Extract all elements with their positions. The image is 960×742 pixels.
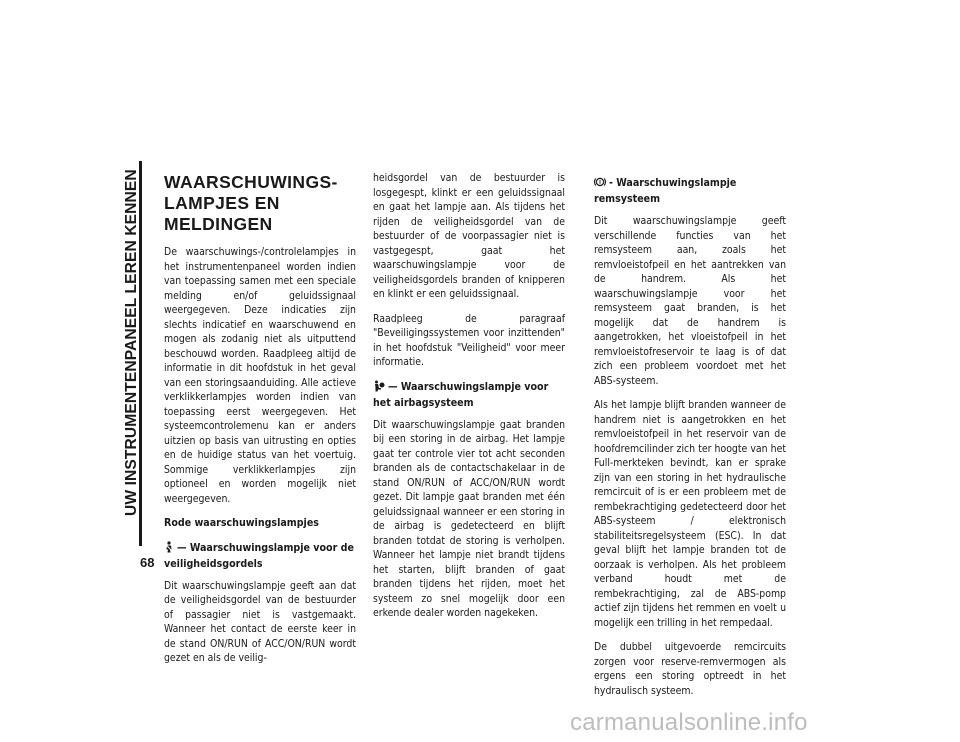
- section-heading: [164, 172, 356, 235]
- brake-warning-text-3: De dubbel uitgevoerde remcircuits zorgen voor reserve-remvermogen als ergens een storing optreedt in het hydraulisch systeem.: [594, 641, 786, 697]
- seatbelt-icon: [164, 541, 174, 557]
- airbag-warning-title: — Waarschuwingslampje voor het airbagsysteem: [373, 380, 549, 409]
- column-1: [164, 172, 356, 676]
- reference-text: Raadpleeg de paragraaf "Beveiligingssystemen voor inzittenden" in het hoofdstuk "Veiligheid" voor meer informatie.: [373, 312, 565, 368]
- page-number: 68: [140, 555, 155, 570]
- brake-warning-title: - Waarschuwingslampje remsysteem: [594, 177, 737, 205]
- seatbelt-warning-heading: [164, 541, 356, 571]
- seatbelt-warning-title: — Waarschuwingslampje voor de veiligheidsgordels: [164, 541, 354, 570]
- brake-warning-text-1: Dit waarschuwingslampje geeft verschillende functies van het remsysteem aan, zoals het remvloeistofpeil en het aantrekken van de handrem. Als het waarschuwingslampje voor het remsysteem gaat branden, is het mogelijk dat de handrem is aangetrokken, het vloeistofpeil in het remvloeistofreservoir te laag is of dat zich een probleem voordoet met het ABS-systeem.: [594, 215, 786, 387]
- brake-warning-text-2: Als het lampje blijft branden wanneer de handrem niet is aangetrokken en het remvloeistofpeil in het reservoir van de hoofdremcilinder zich ter hoogte van het Full-merkteken bevindt, kan er sprake zijn van een storing in het hydraulische remcircuit of is er een probleem met de rembekrachtiging gedetecteerd door het ABS-systeem / elektronisch stabiliteitsregelsysteem (ESC). In dat geval blijft het lampje branden tot de oorzaak is verholpen. Als het probleem verband houdt met de rembekrachtiging, zal de ABS-pomp actief zijn tijdens het remmen en voelt u mogelijk een trilling in het rempedaal.: [594, 399, 786, 629]
- airbag-icon: [373, 380, 385, 396]
- brake-warning-heading: [594, 176, 786, 206]
- red-warning-lights-subheading: Rode waarschuwingslampjes: [164, 517, 319, 529]
- section-heading-line-1: WAARSCHUWINGS-: [164, 172, 338, 192]
- column-3: [594, 172, 786, 708]
- seatbelt-continued-text: heidsgordel van de bestuurder is losgegespt, klinkt er een geluidssignaal en gaat het lampje aan. Als tijdens het rijden de veiligheidsgordel van de bestuurder of de voorpassagier niet is vastgegespt, gaat het waarschuwingslampje voor de veiligheidsgordels branden of knipperen en klinkt er een geluidssignaal.: [373, 172, 565, 300]
- airbag-warning-heading: [373, 380, 565, 410]
- airbag-warning-text: Dit waarschuwingslampje gaat branden bij een storing in de airbag. Het lampje gaat ter controle vier tot acht seconden branden als de contactschakelaar in de stand ON/RUN of ACC/ON/RUN wordt gezet. Dit lampje gaat branden met één geluidssignaal wanneer er een storing in de airbag is gedetecteerd en blijft branden totdat de storing is verholpen. Wanneer het lampje niet brandt tijdens het starten, blijft branden of gaat branden tijdens het rijden, moet het systeem zo snel mogelijk door een erkende dealer worden nagekeken.: [373, 418, 565, 619]
- column-2: [373, 171, 565, 631]
- watermark: carmanualsonline.info: [570, 709, 808, 736]
- brake-warning-icon: [594, 176, 606, 192]
- section-heading-line-2: LAMPJES EN MELDINGEN: [164, 193, 280, 234]
- seatbelt-warning-text: Dit waarschuwingslampje geeft aan dat de veiligheidsgordel van de bestuurder of passagier niet is vastgemaakt. Wanneer het contact de eerste keer in de stand ON/RUN of ACC/ON/RUN wordt gezet en als de veilig-: [164, 579, 356, 664]
- chapter-side-title: UW INSTRUMENTENPANEEL LEREN KENNEN: [123, 169, 140, 516]
- intro-paragraph: De waarschuwings-/controlelampjes in het instrumentenpaneel worden indien van toepassing samen met een speciale melding en/of geluidssignaal weergegeven. Deze indicaties zijn slechts indicatief en waarschuwend en mogen als zodanig niet als uitputtend beschouwd worden. Raadpleeg altijd de informatie in dit hoofdstuk in het geval van een storingsaanduiding. Alle actieve verklikkerlampjes worden indien van toepassing eerst weergegeven. Het systeemcontrolemenu kan er anders uitzien op basis van uitrusting en opties en de huidige status van het voertuig. Sommige verklikkerlampjes zijn optioneel en worden mogelijk niet weergegeven.: [164, 246, 356, 505]
